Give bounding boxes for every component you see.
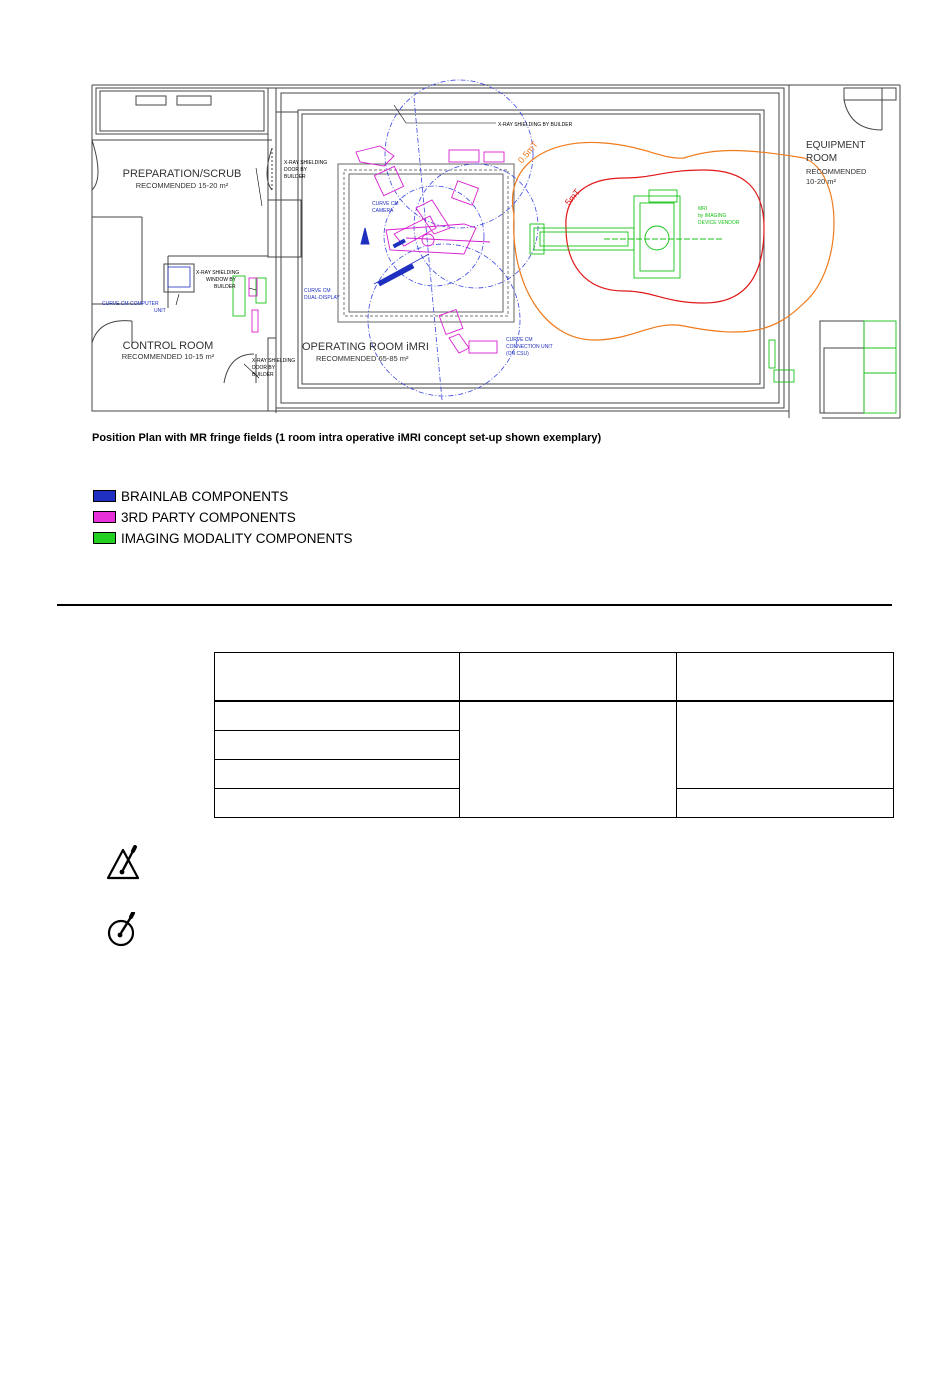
table-row [215, 701, 894, 731]
callout-mri-2: by IMAGING [698, 213, 727, 219]
callout-door-bottom-1: X-RAY SHIELDING [252, 358, 296, 364]
table-cell-merged [677, 701, 894, 789]
legend-item-third-party [93, 509, 296, 525]
callout-computer-unit-2: UNIT [154, 308, 166, 314]
room-label-preparation: PREPARATION/SCRUB [122, 168, 242, 180]
callout-camera-2: CAMERA [372, 208, 394, 214]
room-label-equipment-1: EQUIPMENT [806, 140, 866, 151]
table-header-cell [460, 653, 677, 702]
legend-label-third-party: 3RD PARTY COMPONENTS [121, 509, 296, 525]
warning-pen-icon [104, 845, 142, 881]
room-area-operating: RECOMMENDED 65-85 m² [316, 354, 409, 363]
callout-mri-1: MRI [698, 206, 708, 212]
room-area-control: RECOMMENDED 10-15 m² [121, 352, 215, 361]
callout-door-bottom-3: BUILDER [252, 372, 274, 378]
callout-door-top-1: X-RAY SHIELDING [284, 160, 328, 166]
table-cell [215, 701, 460, 731]
fringe-label-outer: 0.5mT [515, 139, 540, 166]
callout-door-top-3: BUILDER [284, 174, 306, 180]
callout-window-3: BUILDER [214, 284, 236, 290]
callout-connection-unit-3: (ON CSU) [506, 351, 529, 357]
callout-xray-shielding: X-RAY SHIELDING BY BUILDER [498, 122, 573, 128]
table-cell-merged [460, 701, 677, 818]
legend-swatch-imaging [93, 532, 116, 544]
fringe-label-inner: 5mT [562, 187, 583, 208]
table-header-cell [215, 653, 460, 702]
callout-window-1: X-RAY SHIELDING [196, 270, 240, 276]
figure-caption: Position Plan with MR fringe fields (1 room intra operative iMRI concept set-up shown exemplary) [92, 432, 602, 444]
specification-table [214, 652, 894, 818]
legend-item-imaging [93, 530, 353, 546]
table-header-cell [677, 653, 894, 702]
callout-connection-unit-2: CONNECTION UNIT [506, 344, 553, 350]
callout-door-bottom-2: DOOR BY [252, 365, 276, 371]
room-label-control: CONTROL ROOM [122, 340, 214, 352]
callout-mri-3: DEVICE VENDOR [698, 220, 740, 226]
callout-dual-display-2: DUAL-DISPLAY [304, 295, 340, 301]
table-cell [677, 789, 894, 818]
legend-label-imaging: IMAGING MODALITY COMPONENTS [121, 530, 353, 546]
legend-swatch-brainlab [93, 490, 116, 502]
table-cell [215, 789, 460, 818]
table-cell [215, 731, 460, 760]
callout-dual-display-1: CURVE CM [304, 288, 331, 294]
room-label-operating: OPERATING ROOM iMRI [302, 341, 429, 353]
room-area-equipment-2: 10-20 m² [806, 177, 837, 186]
callout-window-2: WINDOW BY [206, 277, 236, 283]
callout-computer-unit-1: CURVE CM COMPUTER [102, 301, 159, 307]
legend-label-brainlab: BRAINLAB COMPONENTS [121, 488, 289, 504]
room-area-preparation: RECOMMENDED 15-20 m² [135, 181, 229, 190]
room-area-equipment-1: RECOMMENDED [806, 167, 867, 176]
note-pen-icon [104, 912, 142, 948]
table-header-row [215, 653, 894, 702]
position-plan-drawing [44, 78, 914, 424]
room-label-equipment-2: ROOM [806, 153, 838, 164]
table-cell [215, 760, 460, 789]
callout-connection-unit-1: CURVE CM [506, 337, 533, 343]
callout-door-top-2: DOOR BY [284, 167, 308, 173]
callout-camera-1: CURVE CM [372, 201, 399, 207]
legend-item-brainlab [93, 488, 288, 504]
section-divider [57, 604, 892, 606]
legend-swatch-third-party [93, 511, 116, 523]
